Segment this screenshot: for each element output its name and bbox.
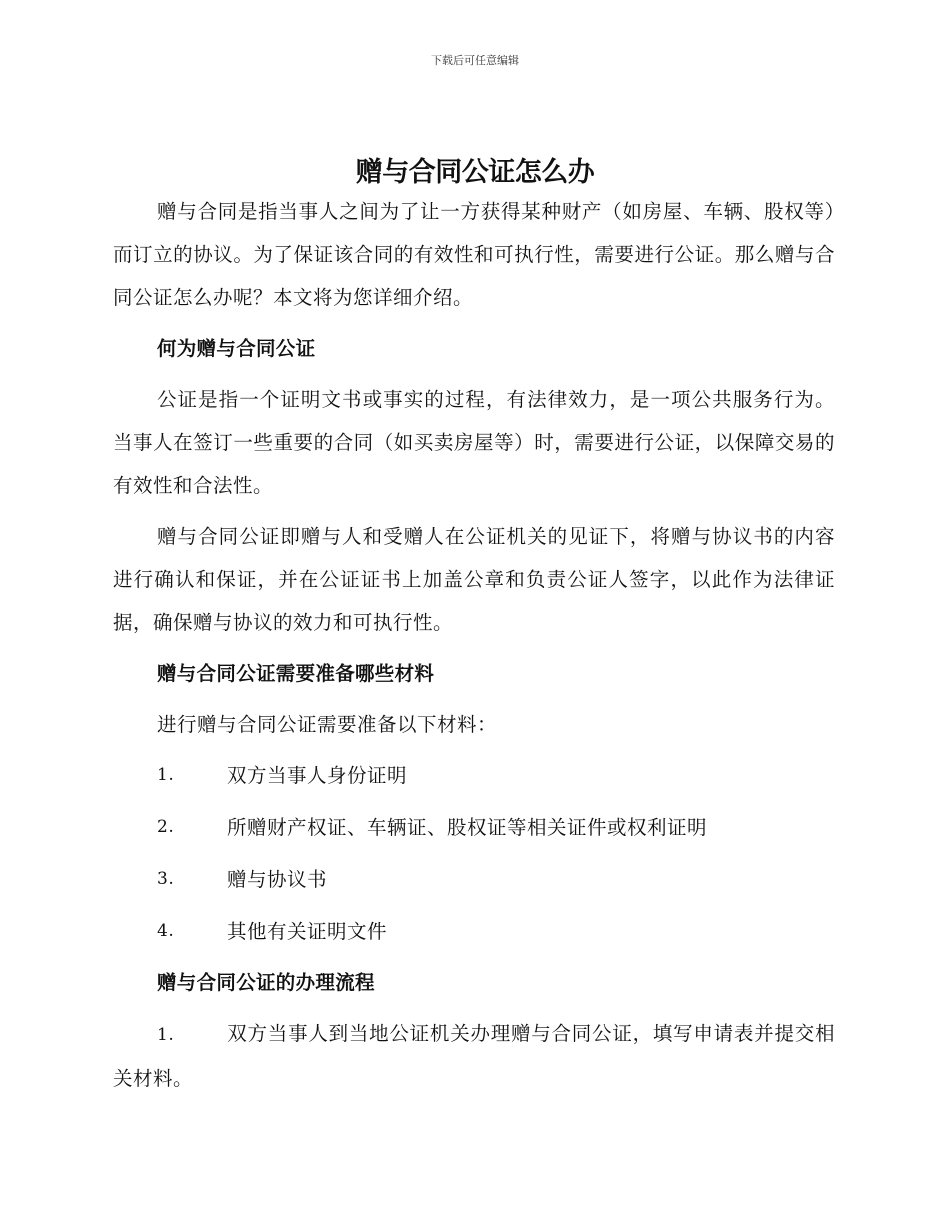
list-item xyxy=(113,858,835,901)
list-item-text: 赠与协议书 xyxy=(227,868,328,891)
process-step xyxy=(113,1012,835,1100)
intro-paragraph: 赠与合同是指当事人之间为了让一方获得某种财产（如房屋、车辆、股权等）而订立的协议。为了保证该合同的有效性和可执行性，需要进行公证。那么赠与合同公证怎么办呢？本文将为您详细介绍。 xyxy=(113,200,835,309)
list-item-text: 其他有关证明文件 xyxy=(227,920,388,943)
list-item-number: 4. xyxy=(157,921,175,941)
section-heading-process: 赠与合同公证的办理流程 xyxy=(157,971,375,994)
page-header: 下载后可任意编辑 xyxy=(431,54,519,67)
list-item xyxy=(113,806,835,849)
document-body xyxy=(113,190,835,1100)
process-step-text: 双方当事人到当地公证机关办理赠与合同公证，填写申请表并提交相关材料。 xyxy=(113,1022,835,1090)
section1-paragraph-2: 赠与合同公证即赠与人和受赠人在公证机关的见证下，将赠与协议书的内容进行确认和保证，并在公证证书上加盖公章和负责公证人签字，以此作为法律证据，确保赠与协议的效力和可执行性。 xyxy=(113,525,835,634)
list-item-number: 2. xyxy=(157,817,175,837)
section2-intro: 进行赠与合同公证需要准备以下材料： xyxy=(157,713,498,736)
list-item-text: 所赠财产权证、车辆证、股权证等相关证件或权利证明 xyxy=(227,816,708,839)
list-item xyxy=(113,754,835,797)
document-title: 赠与合同公证怎么办 xyxy=(355,157,595,188)
section-heading-what-is: 何为赠与合同公证 xyxy=(157,337,316,360)
list-item-number: 3. xyxy=(157,869,175,889)
process-step-number: 1. xyxy=(157,1025,175,1045)
list-item xyxy=(113,910,835,953)
list-item-text: 双方当事人身份证明 xyxy=(227,764,408,787)
section-heading-materials: 赠与合同公证需要准备哪些材料 xyxy=(157,662,435,685)
list-item-number: 1. xyxy=(157,765,175,785)
section1-paragraph-1: 公证是指一个证明文书或事实的过程，有法律效力，是一项公共服务行为。当事人在签订一些重要的合同（如买卖房屋等）时，需要进行公证，以保障交易的有效性和合法性。 xyxy=(113,388,835,497)
